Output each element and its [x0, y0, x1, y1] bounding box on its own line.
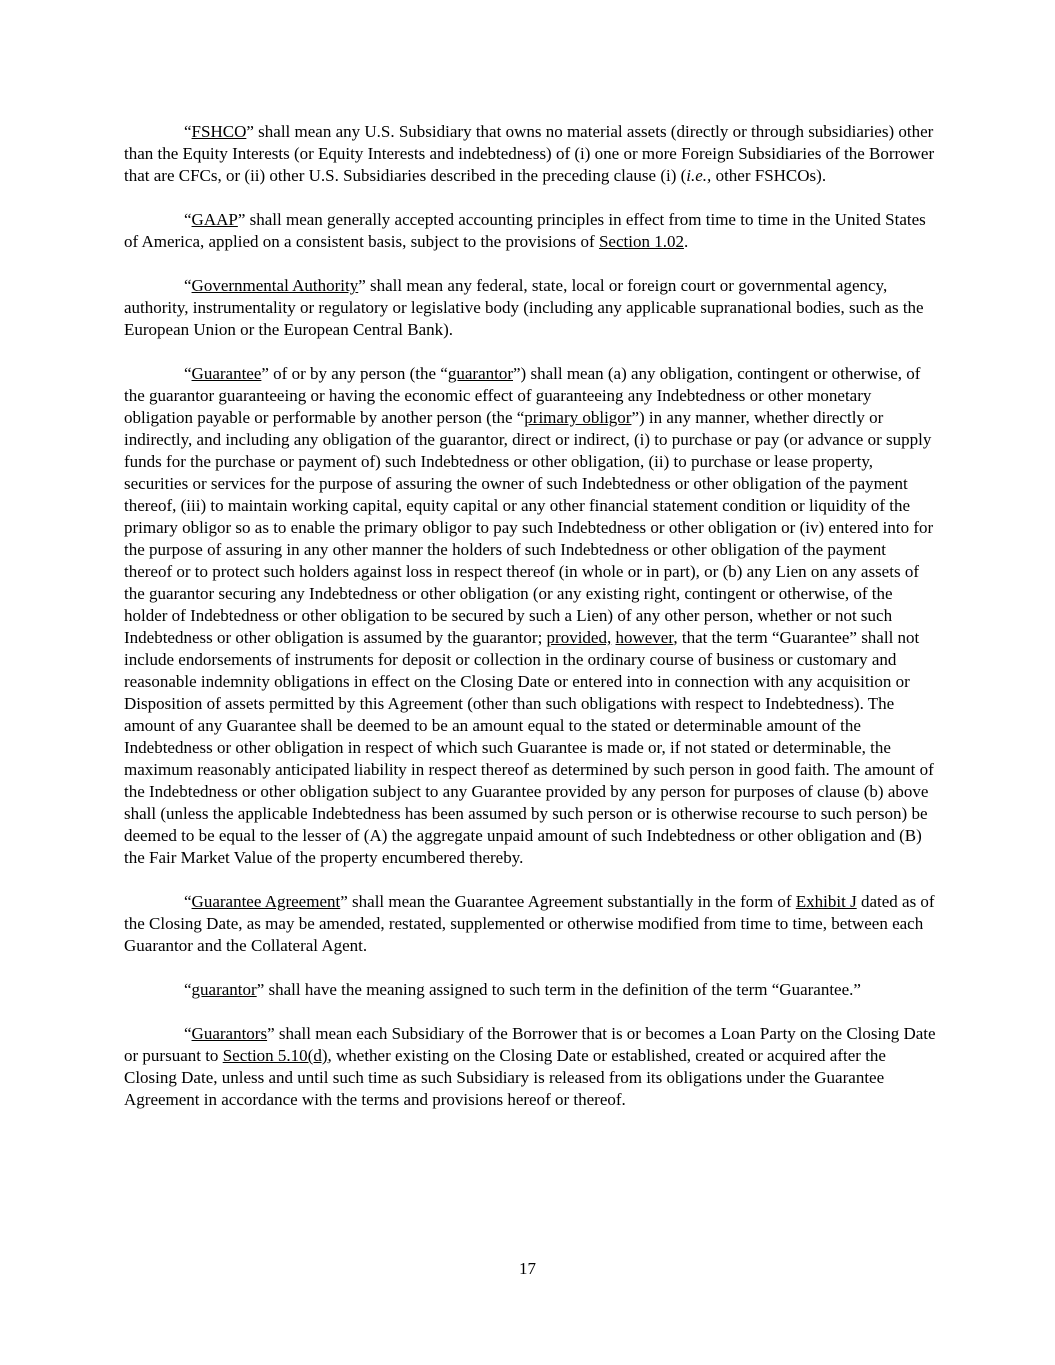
text-run: “: [184, 892, 192, 911]
text-run: ” shall mean generally accepted accounting principles in effect from time to time in the United States of America, applied on a consistent basis, subject to the provisions of: [124, 210, 926, 251]
text-run: Section 1.02: [598, 232, 684, 251]
text-run: other FSHCOs).: [711, 166, 827, 185]
text-run: Guarantee Agreement: [191, 892, 341, 911]
text-run: however: [615, 628, 674, 647]
text-run: “: [184, 364, 192, 383]
text-run: Section 5.10(d): [222, 1046, 328, 1065]
text-run: “: [184, 1024, 192, 1043]
paragraph: [124, 275, 936, 341]
text-run: , that the term “Guarantee” shall not include endorsements of instruments for deposit or collection in the ordinary course of business or customary and reasonable indemnity obligations in effect on the Closing Date or entered into in connection with any acquisition or Disposition of assets permitted by this Agreement (other than such obligations with respect to Indebtedness). The amount of any Guarantee shall be deemed to be an amount equal to the stated or determinable amount of the Indebtedness or other obligation in respect of which such Guarantee is made or, if not stated or determinable, the maximum reasonably anticipated liability in respect thereof as determined by such person in good faith. The amount of the Indebtedness or other obligation subject to any Guarantee provided by any person for purposes of clause (b) above shall (unless the applicable Indebtedness has been assumed by such person or is otherwise recourse to such person) be deemed to be equal to the lesser of (A) the aggregate unpaid amount of such Indebtedness or other obligation and (B) the Fair Market Value of the property encumbered thereby.: [124, 628, 934, 867]
paragraph: [124, 1023, 936, 1111]
text-run: Governmental Authority: [191, 276, 359, 295]
text-run: primary obligor: [524, 408, 632, 427]
text-run: ”) shall mean (a) any obligation, contingent or otherwise, of the guarantor guaranteeing or having the economic effect of guaranteeing any Indebtedness or other monetary obligation payable or performable by another person (the “: [124, 364, 921, 427]
paragraph: [124, 363, 936, 869]
text-run: ” shall mean each Subsidiary of the Borrower that is or becomes a Loan Party on the Closing Date or pursuant to: [124, 1024, 936, 1065]
text-run: provided,: [546, 628, 612, 647]
text-run: ” shall mean any federal, state, local or foreign court or governmental agency, authority, instrumentality or regulatory or legislative body (including any applicable supranational bodies, such as the European Union or the European Central Bank).: [124, 276, 924, 339]
text-run: FSHCO: [191, 122, 247, 141]
document-body: [124, 121, 936, 1111]
text-run: ” of or by any person (the “: [261, 364, 448, 383]
text-run: Exhibit J: [795, 892, 857, 911]
text-run: .: [683, 232, 689, 251]
paragraph: [124, 979, 936, 1001]
text-run: ”) in any manner, whether directly or indirectly, and including any obligation of the guarantor, direct or indirect, (i) to purchase or pay (or advance or supply funds for the purchase or payment of) such Indebtedness or other obligation, (ii) to purchase or lease property, securities or services for the purpose of assuring the owner of such Indebtedness or other obligation of the payment thereof, (iii) to maintain working capital, equity capital or any other financial statement condition or liquidity of the primary obligor so as to enable the primary obligor to pay such Indebtedness or other obligation or (iv) entered into for the purpose of assuring in any other manner the holders of such Indebtedness or other obligation of the payment thereof or to protect such holders against loss in respect thereof (in whole or in part), or (b) any Lien on any assets of the guarantor securing any Indebtedness or other obligation (or any existing right, contingent or otherwise, of the holder of Indebtedness or other obligation to be secured by such a Lien) of any other person, whether or not such Indebtedness or other obligation is assumed by the guarantor;: [124, 408, 934, 647]
text-run: Guarantors: [191, 1024, 268, 1043]
text-run: ” shall mean any U.S. Subsidiary that owns no material assets (directly or through subsidiaries) other than the Equity Interests (or Equity Interests and indebtedness) of (i) one or more Foreign Subsidiaries of the Borrower that are CFCs, or (ii) other U.S. Subsidiaries described in the preceding clause (i) (: [124, 122, 935, 185]
text-run: guarantor: [191, 980, 257, 999]
text-run: “: [184, 276, 192, 295]
text-run: i.e.,: [686, 166, 712, 185]
text-run: “: [184, 210, 192, 229]
text-run: “: [184, 980, 192, 999]
paragraph: [124, 209, 936, 253]
paragraph: [124, 121, 936, 187]
text-run: GAAP: [191, 210, 238, 229]
text-run: ” shall have the meaning assigned to such term in the definition of the term “Guarantee.”: [256, 980, 861, 999]
paragraph: [124, 891, 936, 957]
text-run: , whether existing on the Closing Date or established, created or acquired after the Closing Date, unless and until such time as such Subsidiary is released from its obligations under the Guarantee Agreement in accordance with the terms and provisions hereof or thereof.: [124, 1046, 886, 1109]
text-run: ” shall mean the Guarantee Agreement substantially in the form of: [340, 892, 796, 911]
page-number: 17: [519, 1259, 536, 1278]
text-run: dated as of the Closing Date, as may be amended, restated, supplemented or otherwise modified from time to time, between each Guarantor and the Collateral Agent.: [124, 892, 935, 955]
text-run: Guarantee: [191, 364, 262, 383]
text-run: guarantor: [447, 364, 513, 383]
text-run: “: [184, 122, 192, 141]
